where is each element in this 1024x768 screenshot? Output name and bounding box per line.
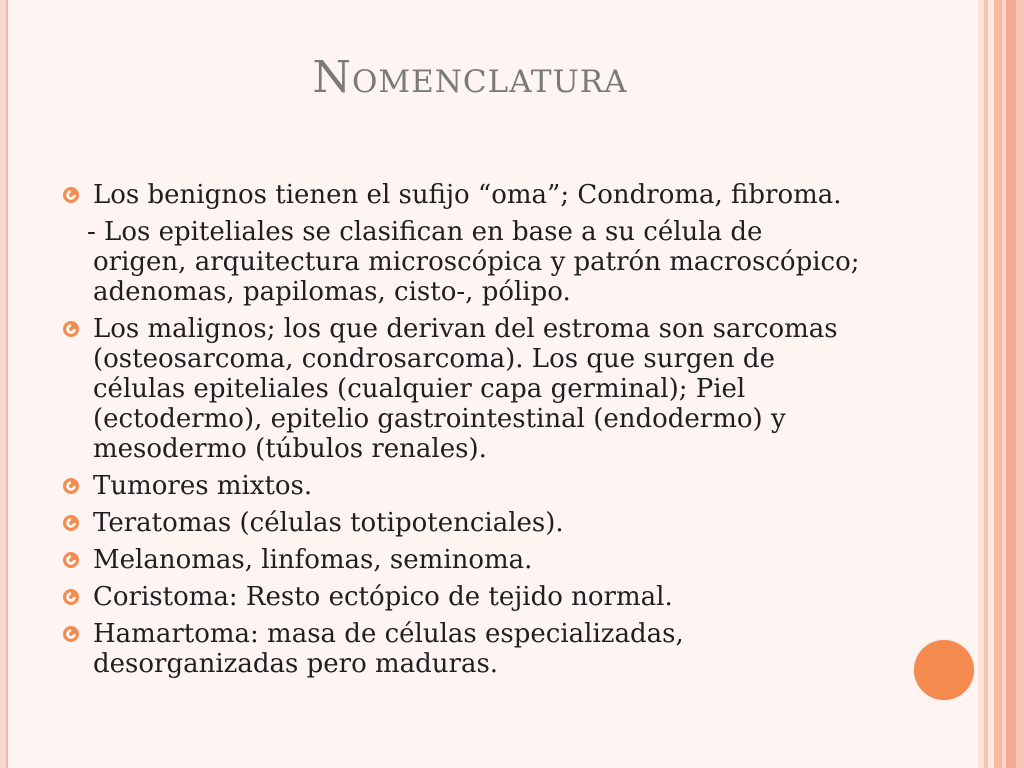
swirl-bullet-icon bbox=[62, 186, 80, 204]
bullet-text: Coristoma: Resto ectópico de tejido normal. bbox=[93, 582, 673, 612]
swirl-bullet-icon bbox=[62, 625, 80, 643]
right-stripe bbox=[1006, 0, 1016, 768]
swirl-bullet-icon bbox=[62, 514, 80, 532]
swirl-bullet-icon bbox=[62, 477, 80, 495]
bullet-text: Los benignos tienen el sufijo “oma”; Condroma, fibroma. bbox=[93, 180, 842, 210]
swirl-bullet-icon bbox=[62, 551, 80, 569]
bullet-list bbox=[62, 180, 862, 686]
bullet-text: Los malignos; los que derivan del estroma son sarcomas (osteosarcoma, condrosarcoma). Los que surgen de células epiteliales (cualquier capa germinal); Piel (ectodermo), epitelio gastrointestinal (endodermo) y mesodermo (túbulos renales). bbox=[93, 314, 838, 464]
left-border-line bbox=[6, 0, 8, 768]
bullet-item bbox=[62, 471, 862, 501]
bullet-item bbox=[62, 582, 862, 612]
bullet-text: Hamartoma: masa de células especializadas, desorganizadas pero maduras. bbox=[93, 619, 684, 679]
swirl-bullet-icon bbox=[62, 588, 80, 606]
bullet-item bbox=[62, 314, 862, 464]
bullet-text: Melanomas, linfomas, seminoma. bbox=[93, 545, 533, 575]
bullet-item bbox=[62, 508, 862, 538]
bullet-text: Teratomas (células totipotenciales). bbox=[93, 508, 564, 538]
right-stripe bbox=[1016, 0, 1024, 768]
swirl-bullet-icon bbox=[62, 320, 80, 338]
bullet-item bbox=[62, 619, 862, 679]
bullet-text: Tumores mixtos. bbox=[93, 471, 313, 501]
sub-paragraph: - Los epiteliales se clasifican en base a su célula de origen, arquitectura microscópica y patrón macroscópico; adenomas, papilomas, cisto-, pólipo. bbox=[87, 217, 860, 307]
page-title: Nomenclatura bbox=[312, 52, 628, 103]
bullet-item bbox=[62, 545, 862, 575]
bullet-item bbox=[62, 180, 862, 210]
orange-circle-decoration bbox=[914, 640, 974, 700]
right-stripe bbox=[994, 0, 1002, 768]
